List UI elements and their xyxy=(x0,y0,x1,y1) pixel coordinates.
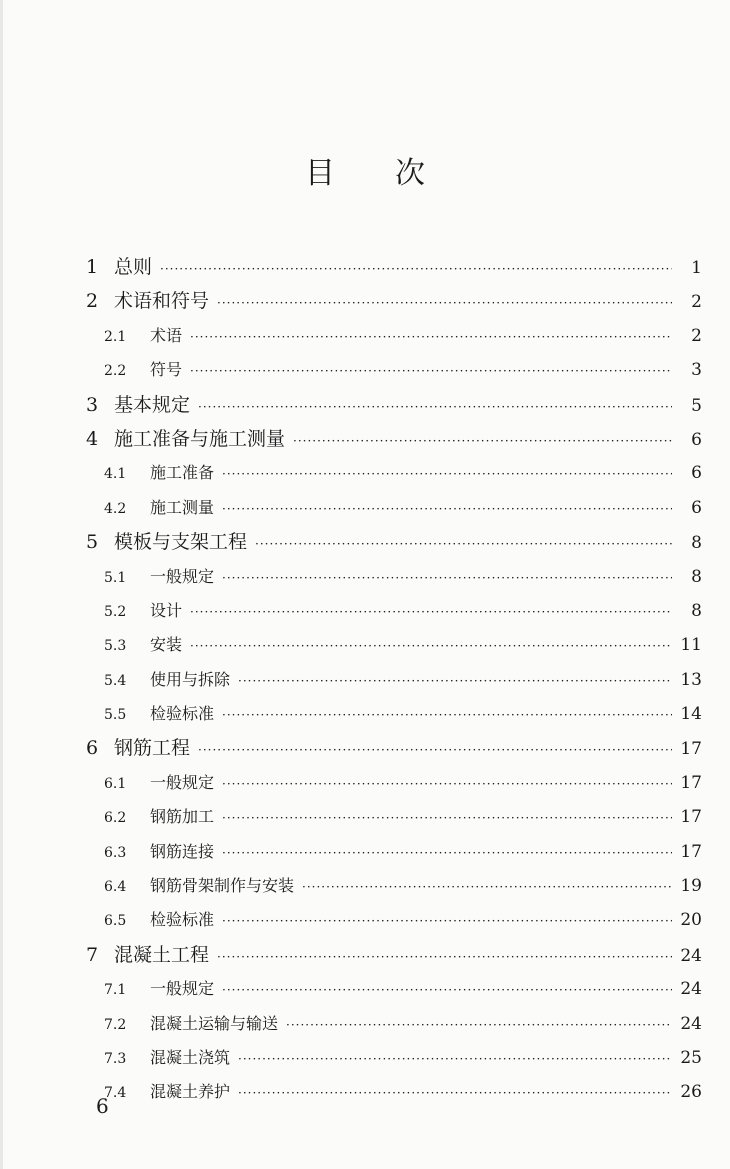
toc-entry-label: 基本规定 xyxy=(114,393,191,416)
title-char-second: 次 xyxy=(395,156,425,191)
toc-entry-page: 24 xyxy=(680,1013,702,1034)
toc-section-entry[interactable] xyxy=(86,835,702,869)
toc-entry-page: 5 xyxy=(691,395,702,416)
toc-entry-label: 钢筋加工 xyxy=(150,807,215,827)
toc-entry-page: 17 xyxy=(680,841,702,862)
toc-entry-label: 一般规定 xyxy=(150,979,215,999)
toc-section-entry[interactable] xyxy=(86,663,702,697)
toc-dot-leader xyxy=(286,1008,672,1042)
toc-entry-number: 5 xyxy=(86,531,99,554)
toc-entry-label: 混凝土运输与输送 xyxy=(150,1013,279,1033)
toc-chapter-entry[interactable] xyxy=(86,422,702,456)
toc-entry-page: 20 xyxy=(680,910,702,931)
toc-entry-label: 术语 xyxy=(150,325,183,345)
toc-entry-page: 25 xyxy=(680,1047,702,1068)
toc-entry-label: 一般规定 xyxy=(150,772,215,792)
toc-entry-number: 6.4 xyxy=(104,879,127,896)
toc-dot-leader xyxy=(238,1076,672,1110)
toc-entry-page: 17 xyxy=(680,772,702,793)
toc-section-entry[interactable] xyxy=(86,972,702,1006)
toc-entry-label: 总则 xyxy=(114,256,153,278)
toc-dot-leader xyxy=(217,286,672,320)
toc-dot-leader xyxy=(293,424,672,458)
toc-entry-number: 1 xyxy=(86,256,99,278)
toc-entry-page: 8 xyxy=(691,566,702,587)
toc-entry-label: 混凝土浇筑 xyxy=(150,1047,231,1067)
toc-entry-page: 2 xyxy=(691,325,702,346)
toc-entry-page: 8 xyxy=(691,533,702,554)
toc-dot-leader xyxy=(222,836,672,870)
toc-entry-number: 3 xyxy=(86,393,99,416)
toc-entry-page: 11 xyxy=(680,635,702,656)
toc-entry-page: 26 xyxy=(680,1082,702,1103)
toc-chapter-entry[interactable] xyxy=(86,525,702,559)
toc-entry-number: 6.3 xyxy=(104,844,127,861)
toc-entry-number: 5.3 xyxy=(104,638,127,655)
toc-section-entry[interactable] xyxy=(86,560,702,594)
toc-dot-leader xyxy=(217,940,672,974)
toc-entry-number: 4 xyxy=(86,427,99,450)
toc-dot-leader xyxy=(302,870,672,904)
toc-section-entry[interactable] xyxy=(86,319,702,353)
toc-section-entry[interactable] xyxy=(86,491,702,525)
toc-entry-page: 3 xyxy=(691,360,702,381)
toc-dot-leader xyxy=(222,767,672,801)
toc-entry-page: 24 xyxy=(680,945,702,966)
toc-entry-label: 模板与支架工程 xyxy=(114,531,248,554)
toc-entry-label: 混凝土工程 xyxy=(114,943,210,966)
toc-chapter-entry[interactable] xyxy=(86,250,702,284)
toc-entry-number: 6 xyxy=(86,737,99,760)
toc-dot-leader xyxy=(198,733,672,767)
toc-section-entry[interactable] xyxy=(86,1007,702,1041)
toc-entry-number: 7.2 xyxy=(104,1016,127,1033)
toc-entry-number: 5.2 xyxy=(104,603,127,620)
toc-entry-page: 2 xyxy=(691,292,702,313)
toc-entry-number: 7 xyxy=(86,943,99,966)
toc-entry-number: 2 xyxy=(86,290,99,313)
toc-entry-page: 19 xyxy=(680,876,702,897)
toc-entry-number: 4.1 xyxy=(104,466,127,483)
toc-entry-label: 设计 xyxy=(150,600,183,620)
toc-section-entry[interactable] xyxy=(86,766,702,800)
toc-dot-leader xyxy=(222,904,672,938)
toc-entry-label: 检验标准 xyxy=(150,704,215,724)
toc-section-entry[interactable] xyxy=(86,903,702,937)
toc-entry-number: 5.5 xyxy=(104,707,127,724)
toc-dot-leader xyxy=(198,390,672,424)
toc-entry-page: 17 xyxy=(680,739,702,760)
toc-entry-number: 7.1 xyxy=(104,982,127,999)
toc-section-entry[interactable] xyxy=(86,697,702,731)
toc-entry-number: 7.4 xyxy=(104,1085,127,1102)
toc-dot-leader xyxy=(222,457,672,491)
toc-dot-leader xyxy=(222,561,672,595)
toc-dot-leader xyxy=(190,595,672,629)
toc-dot-leader xyxy=(190,354,672,388)
toc-entry-number: 6.2 xyxy=(104,810,127,827)
toc-entry-number: 4.2 xyxy=(104,500,127,517)
toc-entry-number: 2.1 xyxy=(104,328,127,345)
toc-entry-label: 检验标准 xyxy=(150,910,215,930)
toc-entry-label: 术语和符号 xyxy=(114,290,210,313)
toc-entry-number: 5.4 xyxy=(104,672,127,689)
toc-section-entry[interactable] xyxy=(86,594,702,628)
toc-entry-label: 使用与拆除 xyxy=(150,669,231,689)
toc-entry-page: 6 xyxy=(691,497,702,518)
toc-entry-number: 7.3 xyxy=(104,1050,127,1067)
toc-entry-number: 5.1 xyxy=(104,569,127,586)
toc-entry-page: 24 xyxy=(680,979,702,1000)
toc-section-entry[interactable] xyxy=(86,800,702,834)
toc-entry-page: 1 xyxy=(691,258,702,278)
title-char-first: 目 xyxy=(305,156,335,191)
toc-entry-page: 8 xyxy=(691,600,702,621)
toc-dot-leader xyxy=(222,698,672,732)
toc-entry-label: 符号 xyxy=(150,360,183,380)
toc-entry-number: 6.5 xyxy=(104,913,127,930)
toc-section-entry[interactable] xyxy=(86,1041,702,1075)
toc-entry-label: 施工准备与施工测量 xyxy=(114,427,286,450)
toc-dot-leader xyxy=(222,492,672,526)
toc-dot-leader xyxy=(222,973,672,1007)
toc-dot-leader xyxy=(190,320,672,354)
toc-entry-label: 钢筋工程 xyxy=(114,737,191,760)
page-number: 6 xyxy=(96,1094,109,1118)
toc-dot-leader xyxy=(160,252,672,286)
toc-entry-label: 一般规定 xyxy=(150,566,215,586)
toc-entry-page: 6 xyxy=(691,463,702,484)
toc-entry-label: 施工准备 xyxy=(150,463,215,483)
toc-entry-label: 钢筋连接 xyxy=(150,841,215,861)
toc-entry-label: 钢筋骨架制作与安装 xyxy=(150,876,295,896)
toc-dot-leader xyxy=(238,1042,672,1076)
toc-section-entry[interactable] xyxy=(86,869,702,903)
toc-entry-number: 2.2 xyxy=(104,363,127,380)
toc-chapter-entry[interactable] xyxy=(86,388,702,422)
toc-chapter-entry[interactable] xyxy=(86,938,702,972)
toc-dot-leader xyxy=(255,527,672,561)
toc-entry-label: 混凝土养护 xyxy=(150,1082,231,1102)
table-of-contents xyxy=(86,250,702,1110)
toc-dot-leader xyxy=(222,801,672,835)
toc-entry-page: 14 xyxy=(680,704,702,725)
toc-chapter-entry[interactable] xyxy=(86,284,702,318)
toc-section-entry[interactable] xyxy=(86,628,702,662)
toc-entry-page: 13 xyxy=(680,669,702,690)
toc-entry-label: 施工测量 xyxy=(150,497,215,517)
toc-section-entry[interactable] xyxy=(86,353,702,387)
toc-entry-page: 6 xyxy=(691,429,702,450)
toc-entry-label: 安装 xyxy=(150,635,183,655)
page-title xyxy=(0,148,730,192)
toc-chapter-entry[interactable] xyxy=(86,731,702,765)
toc-entry-number: 6.1 xyxy=(104,775,127,792)
toc-dot-leader xyxy=(238,664,672,698)
toc-entry-page: 17 xyxy=(680,807,702,828)
toc-section-entry[interactable] xyxy=(86,456,702,490)
toc-dot-leader xyxy=(190,629,672,663)
toc-section-entry[interactable] xyxy=(86,1075,702,1109)
